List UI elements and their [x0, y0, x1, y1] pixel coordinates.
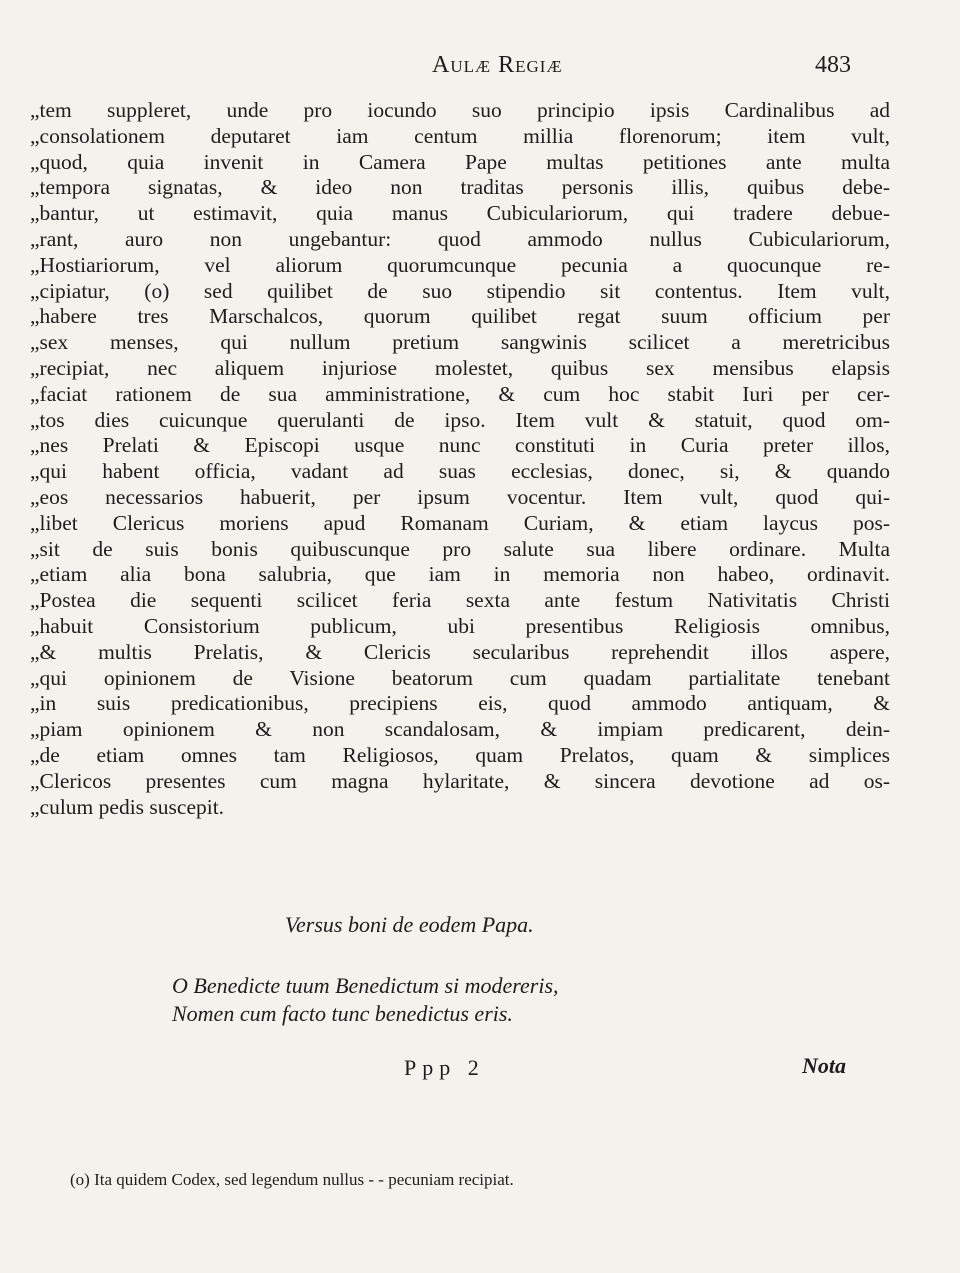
text-line: „bantur, ut estimavit, quia manus Cubiculariorum, qui tradere debue- — [30, 201, 890, 226]
text-line: „quod, quia invenit in Camera Pape multas petitiones ante multa — [30, 149, 890, 174]
verse — [172, 972, 559, 1028]
text-line: „faciat rationem de sua amministratione, & cum hoc stabit Iuri per cer- — [30, 381, 890, 406]
footnote: (o) Ita quidem Codex, sed legendum nullus - - pecuniam recipiat. — [70, 1170, 514, 1189]
text-line: „in suis predicationibus, precipiens eis, quod ammodo antiquam, & — [30, 691, 890, 716]
text-line: „sit de suis bonis quibuscunque pro salute sua libere ordinare. Multa — [30, 536, 890, 561]
text-line: „culum pedis suscepit. — [30, 794, 225, 819]
text-line: „sex menses, qui nullum pretium sangwinis scilicet a meretricibus — [30, 330, 890, 355]
text-line: „consolationem deputaret iam centum millia florenorum; item vult, — [30, 123, 890, 148]
page-number: 483 — [815, 52, 851, 78]
text-line: „etiam alia bona salubria, que iam in memoria non habeo, ordinavit. — [30, 562, 890, 587]
text-line: „de etiam omnes tam Religiosos, quam Prelatos, quam & simplices — [30, 742, 890, 767]
catchword: Nota — [802, 1053, 846, 1078]
verse-line: O Benedicte tuum Benedictum si modereris, — [172, 973, 559, 998]
text-line: „qui opinionem de Visione beatorum cum quadam partialitate tenebant — [30, 665, 890, 690]
text-line: „Clericos presentes cum magna hylaritate, & sincera devotione ad os- — [30, 768, 890, 793]
text-line: „cipiatur, (o) sed quilibet de suo stipendio sit contentus. Item vult, — [30, 278, 890, 303]
text-line: „tos dies cuicunque querulanti de ipso. Item vult & statuit, quod om- — [30, 407, 890, 432]
text-line: „Hostiariorum, vel aliorum quorumcunque pecunia a quocunque re- — [30, 252, 890, 277]
body-text — [30, 98, 890, 820]
text-line: „eos necessarios habuerit, per ipsum vocentur. Item vult, quod qui- — [30, 484, 890, 509]
text-line: „& multis Prelatis, & Clericis secularibus reprehendit illos aspere, — [30, 639, 890, 664]
running-head: Aulæ Regiæ — [432, 52, 563, 78]
text-line: „libet Clericus moriens apud Romanam Curiam, & etiam laycus pos- — [30, 510, 890, 535]
text-line: „qui habent officia, vadant ad suas ecclesias, donec, si, & quando — [30, 459, 890, 484]
verse-title: Versus boni de eodem Papa. — [285, 912, 534, 937]
text-line: „piam opinionem & non scandalosam, & impiam predicarent, dein- — [30, 717, 890, 742]
text-line: „Postea die sequenti scilicet feria sexta ante festum Nativitatis Christi — [30, 588, 890, 613]
signature-mark: Ppp 2 — [404, 1055, 485, 1080]
text-line: „tempora signatas, & ideo non traditas personis illis, quibus debe- — [30, 175, 890, 200]
text-line: „rant, auro non ungebantur: quod ammodo nullus Cubiculariorum, — [30, 226, 890, 251]
page-header — [0, 52, 960, 92]
text-line: „habuit Consistorium publicum, ubi presentibus Religiosis omnibus, — [30, 613, 890, 638]
text-line: „recipiat, nec aliquem injuriose molestet, quibus sex mensibus elapsis — [30, 355, 890, 380]
text-line: „nes Prelati & Episcopi usque nunc constituti in Curia preter illos, — [30, 433, 890, 458]
verse-line: Nomen cum facto tunc benedictus eris. — [172, 1001, 513, 1026]
text-line: „tem suppleret, unde pro iocundo suo principio ipsis Cardinalibus ad — [30, 98, 890, 122]
text-line: „habere tres Marschalcos, quorum quilibet regat suum officium per — [30, 304, 890, 329]
